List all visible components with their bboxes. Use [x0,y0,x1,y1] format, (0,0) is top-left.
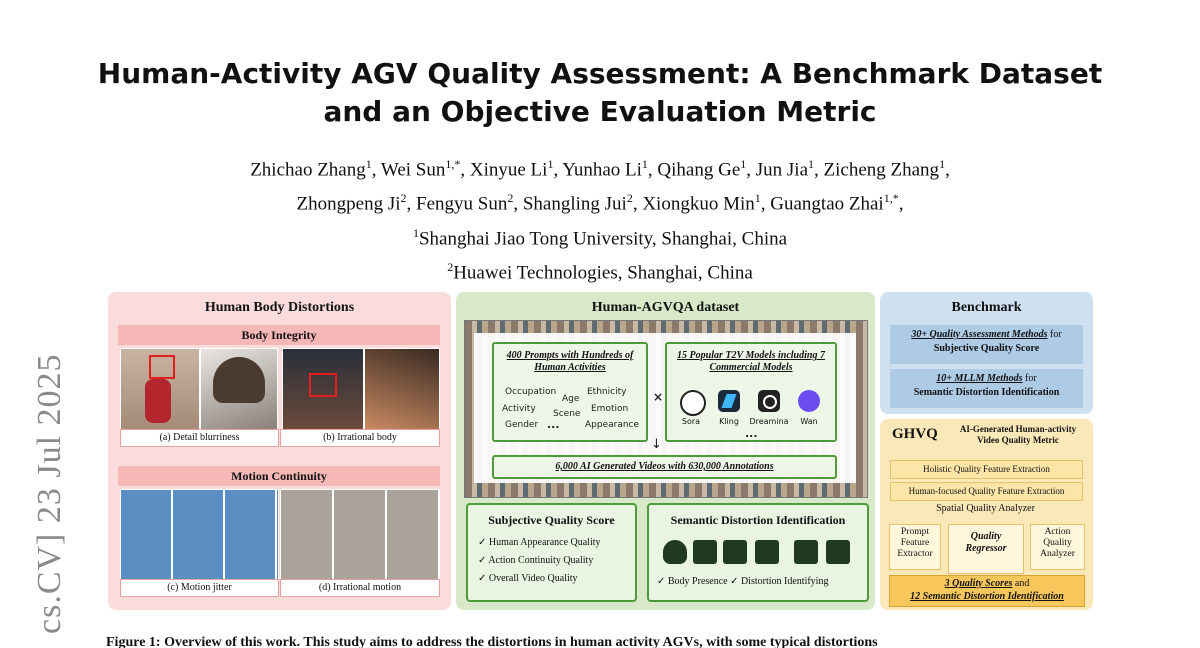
author-affil-sup: 2 [507,191,514,206]
author-name: Zicheng Zhang [823,159,940,181]
mllm-methods-count: 10+ MLLM Methods [936,373,1023,384]
affiliation-2 [100,253,1100,287]
human-focused-feature-row: Human-focused Quality Feature Extraction [890,482,1083,501]
action-line-3: Analyzer [1040,549,1075,559]
model-dreamina: Dreamina [749,417,789,426]
prompt-line-2: Feature [900,538,930,548]
author-affil-sup: 1 [754,191,761,206]
author-affil-sup: 1 [740,157,747,171]
subjective-list [468,534,635,588]
author-name: Xiongkuo Min [642,193,755,215]
ghvq-output-box [889,575,1085,607]
action-line-2: Quality [1043,538,1072,548]
holistic-feature-row: Holistic Quality Feature Extraction [890,460,1083,479]
author-affil-sup: 1 [365,157,372,171]
check-icon: ✓ [478,555,489,566]
author-affil-sup: 1 [808,157,815,171]
dreamina-logo-icon [758,390,780,412]
word-scene: Scene [553,409,581,419]
caption-c: (c) Motion jitter [120,579,279,597]
author-block [100,150,1100,287]
times-symbol: × [653,390,664,404]
author-name: Xinyue Li [469,159,548,181]
action-line-1: Action [1044,527,1071,537]
foot-silhouette-icon [826,540,850,564]
torso-silhouette-icon [755,540,779,564]
arxiv-stamp: cs.CV] 23 Jul 2025 [31,353,68,634]
caption-b: (b) Irrational body [280,429,440,447]
photo-hand [364,348,440,430]
check-icon: ✓ [478,537,489,548]
affil-1-sup: 1 [412,225,419,240]
models-ellipsis: ... [745,427,758,440]
author-name: Yunhao Li [562,159,642,181]
check-icon: ✓ [478,573,489,584]
videos-box [492,455,837,479]
word-activity: Activity [502,404,536,414]
benchmark-box-qa [890,325,1083,364]
author-name: Fengyu Sun [416,193,508,215]
prompt-line-3: Extractor [897,549,933,559]
photo-woman [200,348,278,430]
subjective-item-label: Overall Video Quality [488,573,578,584]
child-figure [145,379,171,423]
author-name: Zhichao Zhang [250,159,366,181]
author-name: Wei Sun [380,159,446,181]
author-name: Shangling Jui [522,193,627,215]
author-line-1: Zhichao Zhang$^1$, Wei Sun$^{1,*}$, Xinyue Li$^1$, Yunhao Li$^1$, Qihang Ge$^1$, Jun Jia$^1$, Zicheng Zhang$^1$, [250,157,950,181]
qa-methods-count: 30+ Quality Assessment Methods [911,329,1048,340]
down-arrow-icon: ↓ [651,437,662,452]
semantic-footer: ✓ Body Presence ✓ Distortion Identifying [657,576,829,587]
panel-title: Human Body Distortions [204,300,355,315]
author-name: Zhongpeng Ji [296,193,401,215]
regressor-line-1: Quality [970,531,1002,542]
ghvq-subtitle-line-1: AI-Generated Human-activity [959,424,1077,434]
blur-highlight-box [149,355,175,379]
figure-caption: Figure 1: Overview of this work. This study aims to address the distortions in human activity AGVs, with some typical distortions [106,635,878,648]
author-name: Guangtao Zhai [770,193,884,215]
mllm-target: Semantic Distortion Identification [913,387,1060,398]
subjective-item [478,570,635,588]
mllm-for: for [1022,373,1037,384]
word-age: Age [562,394,580,404]
author-affil-sup: 1 [939,157,946,171]
subjective-title: Subjective Quality Score [488,513,615,527]
author-name: Jun Jia [755,159,809,181]
panel-title: Benchmark [951,300,1022,315]
ghvq-subtitle-line-2: Video Quality Metric [977,435,1059,445]
sora-logo-icon [680,390,706,416]
hair-shape [213,357,265,403]
word-ethnicity: Ethnicity [587,387,627,397]
output-identification: 12 Semantic Distortion Identification [910,591,1064,602]
models-title: 15 Popular T2V Models including 7 Commercial Models [677,350,825,373]
author-affil-sup: 1 [641,157,648,171]
affiliation-1 [100,219,1100,253]
photo-grill [282,348,364,430]
spatial-analyzer-row: Spatial Quality Analyzer [936,503,1035,514]
model-wan: Wan [800,417,818,426]
prompt-line-1: Prompt [901,527,929,537]
subjective-item-label: Action Continuity Quality [488,555,594,566]
subjective-item [478,534,635,552]
subjective-item-label: Human Appearance Quality [488,537,601,548]
wan-logo-icon [798,390,820,412]
author-name: Qihang Ge [657,159,741,181]
model-sora: Sora [681,417,701,426]
subjective-item [478,552,635,570]
ghvq-subtitle [948,424,1088,446]
author-affil-sup: 2 [626,191,633,206]
word-occupation: Occupation [505,387,557,397]
hand-silhouette-icon [693,540,717,564]
word-gender: Gender [505,420,539,430]
photo-irrational-motion [280,489,440,580]
affil-1-text: Shanghai Jiao Tong University, Shanghai, China [418,227,788,249]
quality-regressor [948,524,1024,574]
subjective-score-box [466,503,637,602]
model-kling: Kling [719,417,739,426]
semantic-title: Semantic Distortion Identification [670,513,846,527]
author-affil-sup: 1,* [445,157,461,171]
arm-silhouette-icon [723,540,747,564]
author-affil-sup: 1,* [883,191,899,206]
word-emotion: Emotion [591,404,629,414]
caption-d: (d) Irrational motion [280,579,440,597]
body-highlight-box [309,373,337,397]
ghvq-name: GHVQ [892,426,938,442]
qa-target: Subjective Quality Score [933,343,1040,354]
photo-motion-jitter [120,489,279,580]
body-integrity-header: Body Integrity [118,325,440,345]
author-affil-sup: 2 [400,191,407,206]
action-quality-analyzer [1030,524,1085,570]
panel-title: Human-AGVQA dataset [591,300,740,315]
author-line-2: Zhongpeng Ji$^2$, Fengyu Sun$^2$, Shangling Jui$^2$, Xiongkuo Min$^1$, Guangtao Zhai$^{1,*}$, [296,191,904,215]
benchmark-box-mllm [890,369,1083,408]
qa-for: for [1047,329,1062,340]
affil-2-sup: 2 [447,259,454,274]
leg-silhouette-icon [794,540,818,564]
output-and: and [1012,578,1030,589]
photo-child [120,348,200,430]
word-ellipsis: ... [547,418,560,431]
prompt-feature-extractor [889,524,941,570]
word-appearance: Appearance [585,420,640,430]
caption-a: (a) Detail blurriness [120,429,279,447]
motion-continuity-header: Motion Continuity [118,466,440,486]
prompts-title: 400 Prompts with Hundreds of Human Activities [506,350,634,373]
videos-text: 6,000 AI Generated Videos with 630,000 Annotations [555,461,774,472]
kling-logo-icon [718,390,740,412]
regressor-line-2: Regressor [965,543,1007,554]
author-affil-sup: 1 [547,157,554,171]
output-scores: 3 Quality Scores [944,578,1013,589]
paper-title: Human-Activity AGV Quality Assessment: A Benchmark Dataset and an Objective Evaluation Metric [97,57,1103,128]
head-silhouette-icon [663,540,687,564]
affil-2-text: Huawei Technologies, Shanghai, China [453,262,753,284]
